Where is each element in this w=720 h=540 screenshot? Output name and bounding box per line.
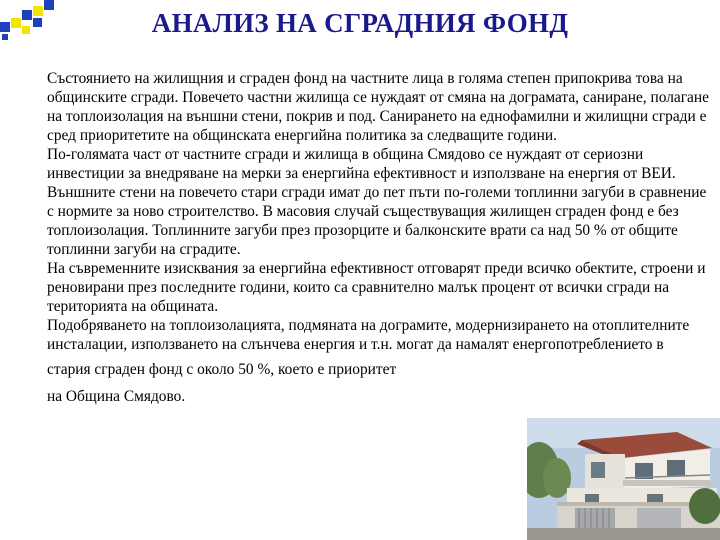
paragraph-1: Състоянието на жилищния и сграден фонд на частните лица в голяма степен припокрива това на общинските сгради. Повечето частни жилища се нуждаят от смяна на дограмата, саниране, полагане на топлоизолация на външни стени, покрив и под. Санирането на еднофамилни и жилищни сгради е сред приоритетите на общинската енергийна политика за следващите години.: [47, 70, 709, 144]
closing-lines: [47, 356, 527, 410]
paragraph-3: На съвременните изисквания за енергийна ефективност отговарят преди всичко обектите, строени и реновирани през последните години, които са сравнително малък процент от всички сгради на територията на общината.: [47, 260, 706, 315]
closing-line-1: стария сграден фонд с около 50 %, което е приоритет: [47, 361, 397, 378]
closing-line-2: на Община Смядово.: [47, 388, 186, 405]
paragraph-4: Подобряването на топлоизолацията, подмяната на дограмите, модернизирането на отоплителните инсталации, използването на слънчева енергия и т.н. могат да намалят енергопотреблението в: [47, 317, 690, 353]
slide-title: АНАЛИЗ НА СГРАДНИЯ ФОНД: [151, 8, 569, 38]
body-text: [47, 69, 715, 410]
paragraph-2: По-голямата част от частните сгради и жилища в община Смядово се нуждаят от сериозни инвестиции за внедряване на мерки за енергийна ефективност и използване на енергия от ВЕИ. Външните стени на повечето стари сгради имат до пет пъти по-големи топлинни загуби в сравнение с нормите за ново строителство. В масовия случай съществуващия жилищен сграден фонд е без топлоизолация. Топлинните загуби през прозорците и балконските врати са над 50 % от общите топлинни загуби на сградите.: [47, 146, 707, 258]
house-photo: [527, 418, 720, 540]
